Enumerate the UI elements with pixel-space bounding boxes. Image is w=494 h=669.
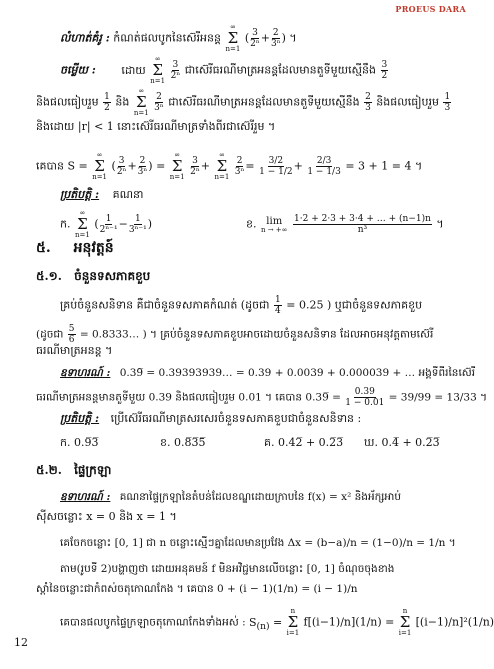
paragraph: គេចែកចន្លោះ [0, 1] ជា n ចន្លោះស្មើៗគ្នាដែលមានប្រវែង Δx = (b−a)/n = (1−0)/n = 1/n ។	[60, 537, 456, 549]
paragraph: ធរណីមាត្រអនន្ត ។	[36, 344, 113, 357]
frac: $\frac{3}{\text{2ⁿ}}$	[250, 28, 260, 49]
exercise-label: ប្រតិបត្តិ :	[60, 188, 100, 201]
frac: $\frac{2}{\text{3ⁿ}}$	[137, 156, 148, 177]
answer-text: ជាស៊េរីធរណីមាត្រអនន្តដែលមានតួទីមួយស្មើនឹង	[184, 63, 376, 77]
item-marker: ខ.	[246, 217, 257, 231]
section-number: ៥.២.	[36, 463, 62, 477]
answer-text: និង	[115, 95, 130, 109]
sum-symbol: ∞ Σ n=1	[169, 151, 185, 181]
frac: $\frac{2/3}{1 - 1/3}$	[307, 156, 341, 177]
result-prefix: គេបាន	[36, 159, 64, 173]
frac: $\frac{3}{\text{2ⁿ}}$	[190, 156, 200, 177]
sum-symbol: ∞ Σ n=1	[92, 151, 108, 181]
answer-text: ជាស៊េរីធរណីមាត្រអនន្តដែលមានតួទីមួយស្មើនឹង	[168, 95, 360, 109]
answer-text: និងផលធៀបរួម	[36, 95, 99, 109]
sum-symbol: ∞ Σ n=1	[133, 87, 149, 117]
section-5-2-heading	[36, 462, 111, 480]
header-brand: PROEUS DARA	[395, 4, 466, 14]
sum-symbol: ∞ Σ n=1	[74, 209, 90, 239]
section-title: ផ្ទៃក្រឡា	[74, 463, 112, 477]
paragraph: តាម(រូបទី 2)បង្ហាញថា ដោយអនុគមន៍ f មិនអវិជ្ជមានលើចន្លោះ [0, 1] ចំណុចចុងខាង	[60, 563, 395, 575]
limit-fraction: $\frac{1\cdot 2 + 2\cdot 3 + 3\cdot 4 + \dots + (n-1)n}{\text{n³}}$	[294, 214, 431, 235]
answer-text: និងផលធៀបរួម	[376, 95, 439, 109]
exercise-text: គណនា	[112, 188, 144, 201]
result-line: គេបាន S = ∞ Σ n=1 ( $\frac{3}{\text{2ⁿ}}$ + $\frac{2}{\text{3ⁿ}}$ ) = ∞ Σ n=1 $\frac{3}{\text{2ⁿ}}$ + ∞ Σ n=1 $\frac{2}{\text{3ⁿ}}$ = $\frac{3/2}{1 - 1/2}$ + $\frac{2/3}{1 - 1/3}$ = 3 + 1 = 4 ។	[36, 151, 423, 181]
practice-item: ក. 0.9̅3̅	[60, 436, 99, 449]
item-marker: ក.	[60, 217, 71, 231]
answer-label: ចម្លើយ :	[60, 63, 96, 77]
answer-line-3: និងដោយ |r| < 1 នោះស៊េរីធរណីមាត្រទាំងពីរជាស៊េរីរួម ។	[36, 120, 276, 133]
exercise-1-heading	[60, 188, 144, 202]
frac: $\frac{1}{3}$	[444, 92, 451, 113]
frac: $\frac{3}{\text{2ⁿ}}$	[116, 156, 127, 177]
example-line: ស៊ីសចន្លោះ x = 0 និង x = 1 ។	[36, 510, 177, 523]
frac: $\frac{3/2}{1 - 1/2}$	[259, 156, 293, 177]
limit-symbol: lim n → +∞	[260, 215, 288, 234]
answer-text: ដោយ	[121, 63, 146, 77]
page-number: 12	[14, 636, 28, 649]
example-line: ធរណីមាត្រអនន្តមានតួទីមួយ 0.39 និងផលធៀបរួម 0.01 ។ គេបាន 0.39̅ = $\frac{0.39}{1 - 0.01}$ = 39/99 = 13/33 ។	[36, 387, 488, 408]
paragraph: ស្តាំនៃចន្លោះជាកំពស់ចតុកោណកែង ។ គេបាន 0 + (i − 1)(1/n) = (i − 1)/n	[36, 583, 358, 595]
frac: $\frac{3}{2}$	[381, 60, 388, 81]
answer-line-2	[36, 88, 452, 117]
section-number: ៥.១.	[36, 269, 62, 283]
section-number: ៥.	[36, 240, 51, 256]
result-value: = 3 + 1 = 4 ។	[345, 159, 423, 173]
example-line: ឧទាហរណ៍ : 0.39̅ = 0.39393939… = 0.39 + 0.0039 + 0.000039 + … អង្គទីពីរនៃស៊េរី	[60, 367, 476, 379]
practice-line: ប្រតិបត្តិ : ប្រើស៊េរីធរណីមាត្រសរសេរចំនួនទសភាគខួបជាចំនួនសនិទាន :	[60, 412, 362, 425]
paragraph: (ដូចជា $\frac{5}{6}$ = 0.8333… ) ។ គ្រប់ចំនួនទសភាគខួបអាចដោយចំនួនសនិទាន ដែលអាចអនុវត្តតាមស៊េរី	[36, 324, 434, 345]
example-text: កំណត់ផលបូកនៃស៊េរីអនន្ត	[113, 31, 221, 45]
section-title: ចំនួនទសភាគខួប	[74, 269, 151, 283]
sum-formula-line: គេបានផលបូកផ្ទៃក្រឡាចតុកោណកែងទាំងអស់ : $S_{(n)}$ = n Σ i=1 f[(i−1)/n](1/n) = n Σ i=1 [(i−1)/n]²(1/n)	[60, 607, 494, 637]
practice-item: ឃ. 0.4̅ + 0.2̅3̅	[364, 436, 440, 449]
exercise-1-a: ក. ∞ Σ n=1 ( $\frac{1}{\text{2ⁿ⁻¹}}$ − $\frac{1}{\text{3ⁿ⁻¹}}$ )	[60, 209, 153, 239]
practice-item: ខ. 0.8̅3̅5̅	[160, 436, 206, 449]
paragraph: គ្រប់ចំនួនសនិទាន គឺជាចំនួនទសភាគកំណត់ (ដូចជា $\frac{1}{4}$ = 0.25 ) ឬជាចំនួនទសភាគខួប	[60, 295, 423, 316]
frac: $\frac{2}{\text{3ⁿ}}$	[234, 156, 245, 177]
example-label: លំហាត់គំរូ :	[60, 31, 110, 45]
sum-symbol: ∞ Σ n=1	[214, 151, 230, 181]
frac: $\frac{1}{\text{2ⁿ⁻¹}}$	[99, 214, 118, 235]
frac: $\frac{1}{\text{3ⁿ⁻¹}}$	[128, 214, 147, 235]
example-line: ឧទាហរណ៍ : គណនាផ្ទៃក្រឡានៃតំបន់ដែលខណ្ឌដោយក្រាបនៃ f(x) = x² និងអ័ក្សអាប់	[60, 491, 402, 503]
section-title: អនុវត្តន៍	[73, 240, 114, 256]
section-5-1-heading	[36, 268, 150, 286]
frac: $\frac{2}{3}$	[365, 92, 371, 113]
answer-line-1	[60, 56, 389, 85]
frac: $\frac{2}{\text{3ⁿ}}$	[270, 28, 281, 49]
frac: $\frac{1}{2}$	[104, 92, 110, 113]
sum-symbol: ∞ Σ n=1	[225, 23, 241, 53]
frac: $\frac{3}{\text{2ⁿ}}$	[170, 60, 181, 81]
example-line: លំហាត់គំរូ : កំណត់ផលបូកនៃស៊េរីអនន្ត ∞ Σ n=1 ( $\frac{3}{\text{2ⁿ}}$ + $\frac{2}{\text{3ⁿ}}$ ) ។	[60, 23, 297, 53]
practice-item: គ. 0.42̅ + 0.2̅3̅	[264, 436, 344, 449]
sum-symbol: ∞ Σ n=1	[150, 55, 166, 85]
exercise-1-b: ខ. lim n → +∞ $\frac{1\cdot 2 + 2\cdot 3 + 3\cdot 4 + \dots + (n-1)n}{\text{n³}}$ ។	[246, 214, 444, 235]
frac: $\frac{2}{\text{3ⁿ}}$	[154, 92, 164, 113]
section-5-heading	[36, 238, 114, 259]
